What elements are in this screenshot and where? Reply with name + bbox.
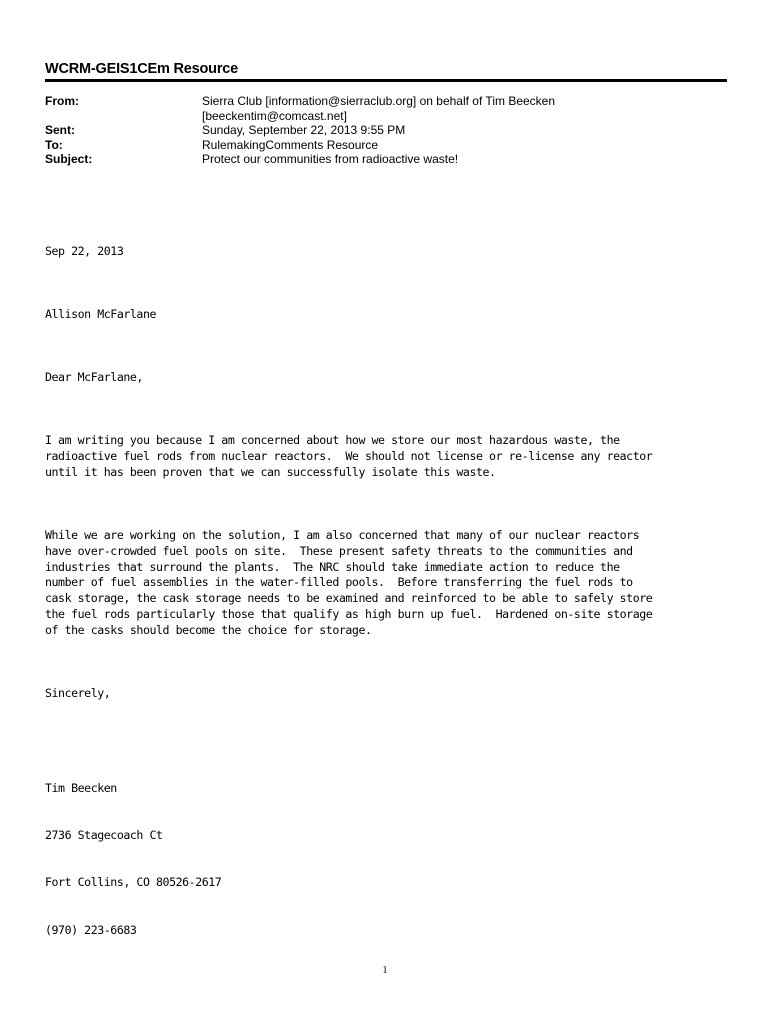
signature-name: Tim Beecken <box>45 780 117 795</box>
signature-street: 2736 Stagecoach Ct <box>45 828 163 843</box>
email-header <box>45 94 727 167</box>
letter-paragraph-1: I am writing you because I am concerned about how we store our most hazardous waste, the radioactive fuel rods from nuclear reactors. We should not license or re-license any reactor until it has been proven that we can successfully isolate this waste. <box>45 433 653 479</box>
letter-closing: Sincerely, <box>45 685 111 700</box>
subject-row <box>45 152 727 167</box>
from-value: Sierra Club [information@sierraclub.org] on behalf of Tim Beecken [beeckentim@comcast.net] <box>202 94 556 123</box>
to-value: RulemakingComments Resource <box>202 137 379 152</box>
signature-block <box>45 749 735 970</box>
page-number: 1 <box>382 965 388 976</box>
signature-city: Fort Collins, CO 80526-2617 <box>45 875 222 890</box>
from-label: From: <box>45 94 79 108</box>
letter-body <box>45 212 735 1002</box>
sent-label: Sent: <box>45 123 75 138</box>
to-row <box>45 138 727 153</box>
letter-recipient: Allison McFarlane <box>45 306 157 321</box>
document-title: WCRM-GEIS1CEm Resource <box>45 61 238 77</box>
signature-phone: (970) 223-6683 <box>45 922 137 937</box>
subject-value: Protect our communities from radioactive waste! <box>202 152 459 167</box>
subject-label: Subject: <box>45 152 93 167</box>
title-divider <box>45 79 727 82</box>
letter-salutation: Dear McFarlane, <box>45 369 143 384</box>
letter-paragraph-2: While we are working on the solution, I am also concerned that many of our nuclear reactors have over-crowded fuel pools on site. These present safety threats to the communities and industries that surround the plants. The NRC should take immediate action to reduce the number of fuel assemblies in the water-filled pools. Before transferring the fuel rods to cask storage, the cask storage needs to be examined and reinforced to be able to safely store the fuel rods particularly those that qualify as high burn up fuel. Hardened on-site storage of the casks should become the choice for storage. <box>45 527 653 637</box>
sent-row <box>45 123 727 138</box>
from-row <box>45 94 727 123</box>
sent-value: Sunday, September 22, 2013 9:55 PM <box>202 123 406 138</box>
letter-date: Sep 22, 2013 <box>45 243 124 258</box>
to-label: To: <box>45 137 63 152</box>
